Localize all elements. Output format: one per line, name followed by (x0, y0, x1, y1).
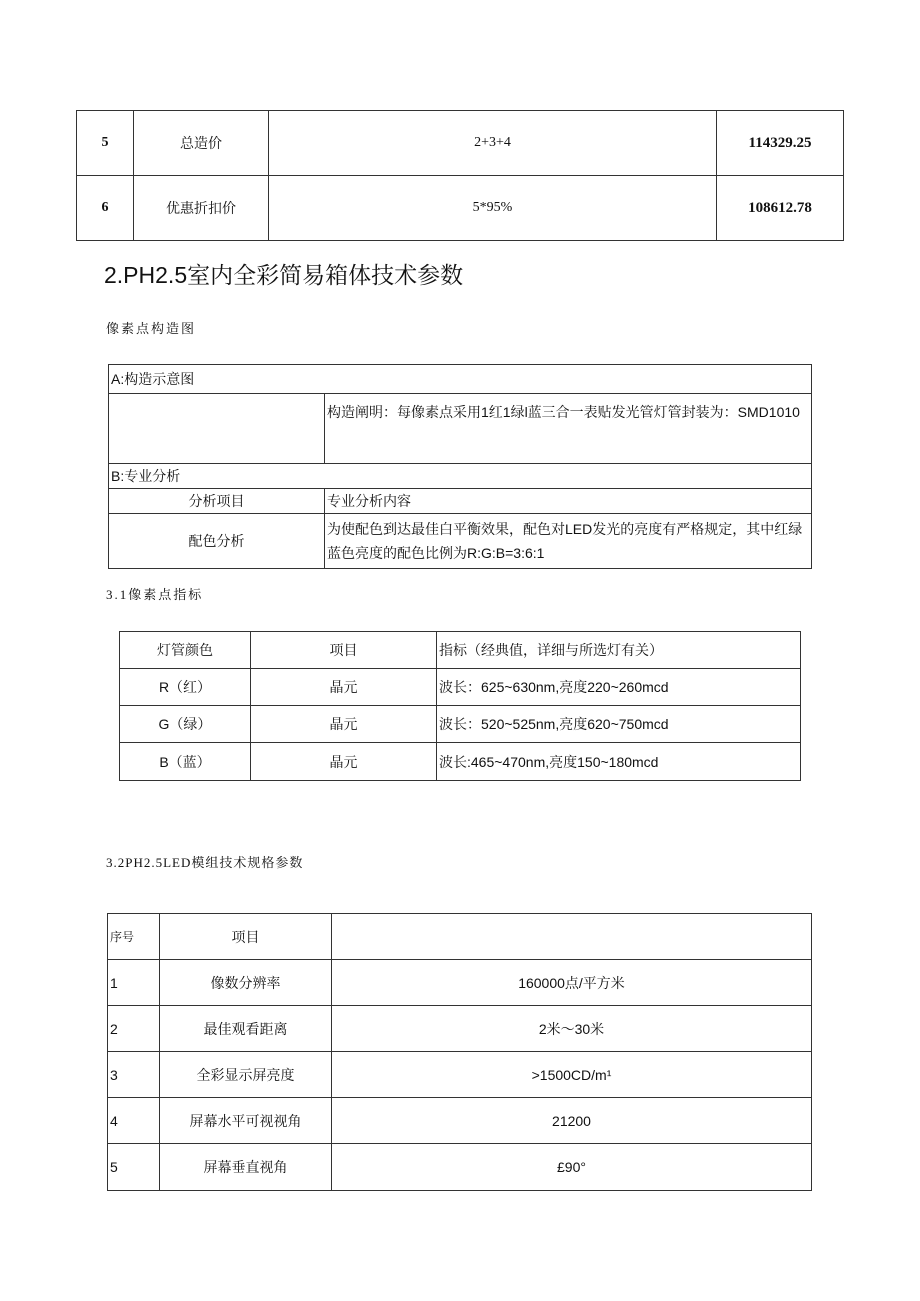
item-cell: 晶元 (251, 669, 437, 706)
table-row (108, 1052, 812, 1098)
table-row (120, 706, 801, 743)
index-cell: 波长：520~525nm,亮度620~750mcd (437, 706, 801, 743)
value: 108612.78 (717, 176, 844, 241)
cost-table (76, 110, 844, 241)
module-title: 3.2PH2.5LED模组技术规格参数 (106, 855, 304, 870)
table-row (77, 111, 844, 176)
row-number: 6 (77, 176, 134, 241)
item-cell: 晶元 (251, 743, 437, 781)
table-row (108, 960, 812, 1006)
row-number: 4 (108, 1098, 160, 1144)
value-cell: 160000点/平方米 (332, 960, 812, 1006)
pixel-index-table (119, 631, 801, 781)
pixel-index-title: 3.1像素点指标 (106, 587, 204, 602)
color-cell: R（红） (120, 669, 251, 706)
column-header: 项目 (160, 914, 332, 960)
formula: 5*95% (269, 176, 717, 241)
column-header: 指标（经典值，详细与所选灯有关） (437, 632, 801, 669)
item-cell: 屏幕垂直视角 (160, 1144, 332, 1191)
row-number: 5 (77, 111, 134, 176)
pixel-structure-label: 像素点构造图 (106, 321, 197, 336)
table-row (108, 1098, 812, 1144)
index-cell: 波长:465~470nm,亮度150~180mcd (437, 743, 801, 781)
table-row (108, 1144, 812, 1191)
column-header: 灯管颜色 (120, 632, 251, 669)
column-header: 项目 (251, 632, 437, 669)
column-header: 专业分析内容 (325, 489, 812, 514)
formula: 2+3+4 (269, 111, 717, 176)
section-title: 2.PH2.5室内全彩简易箱体技术参数 (104, 262, 464, 288)
item-cell: 像数分辨率 (160, 960, 332, 1006)
table-row (108, 1006, 812, 1052)
row-number: 3 (108, 1052, 160, 1098)
module-spec-table (107, 913, 812, 1191)
structure-table (108, 364, 812, 569)
item-name: 优惠折扣价 (134, 176, 269, 241)
table-row (120, 669, 801, 706)
value-cell: 2米～30米 (332, 1006, 812, 1052)
row-number: 2 (108, 1006, 160, 1052)
structure-description: 构造阐明：每像素点采用1红1绿l蓝三合一表贴发光管灯管封装为：SMD1010 (325, 394, 812, 464)
analysis-content: 为使配色到达最佳白平衡效果，配色对LED发光的亮度有严格规定，其中红绿蓝色亮度的配色比例为R:G:B=3:6:1 (325, 514, 812, 569)
item-cell: 全彩显示屏亮度 (160, 1052, 332, 1098)
row-number: 1 (108, 960, 160, 1006)
color-cell: G（绿） (120, 706, 251, 743)
column-header: 序号 (108, 914, 160, 960)
item-cell: 晶元 (251, 706, 437, 743)
table-row (77, 176, 844, 241)
color-cell: B（蓝） (120, 743, 251, 781)
value-cell: >1500CD/m¹ (332, 1052, 812, 1098)
item-name: 总造价 (134, 111, 269, 176)
diagram-placeholder (109, 394, 325, 464)
column-header (332, 914, 812, 960)
section-a-header: A:构造示意图 (109, 365, 812, 394)
table-row (120, 743, 801, 781)
item-cell: 最佳观看距离 (160, 1006, 332, 1052)
analysis-item: 配色分析 (109, 514, 325, 569)
row-number: 5 (108, 1144, 160, 1191)
index-cell: 波长：625~630nm,亮度220~260mcd (437, 669, 801, 706)
value-cell: 21200 (332, 1098, 812, 1144)
section-b-header: B:专业分析 (109, 464, 812, 489)
column-header: 分析项目 (109, 489, 325, 514)
item-cell: 屏幕水平可视视角 (160, 1098, 332, 1144)
value-cell: £90° (332, 1144, 812, 1191)
value: 114329.25 (717, 111, 844, 176)
